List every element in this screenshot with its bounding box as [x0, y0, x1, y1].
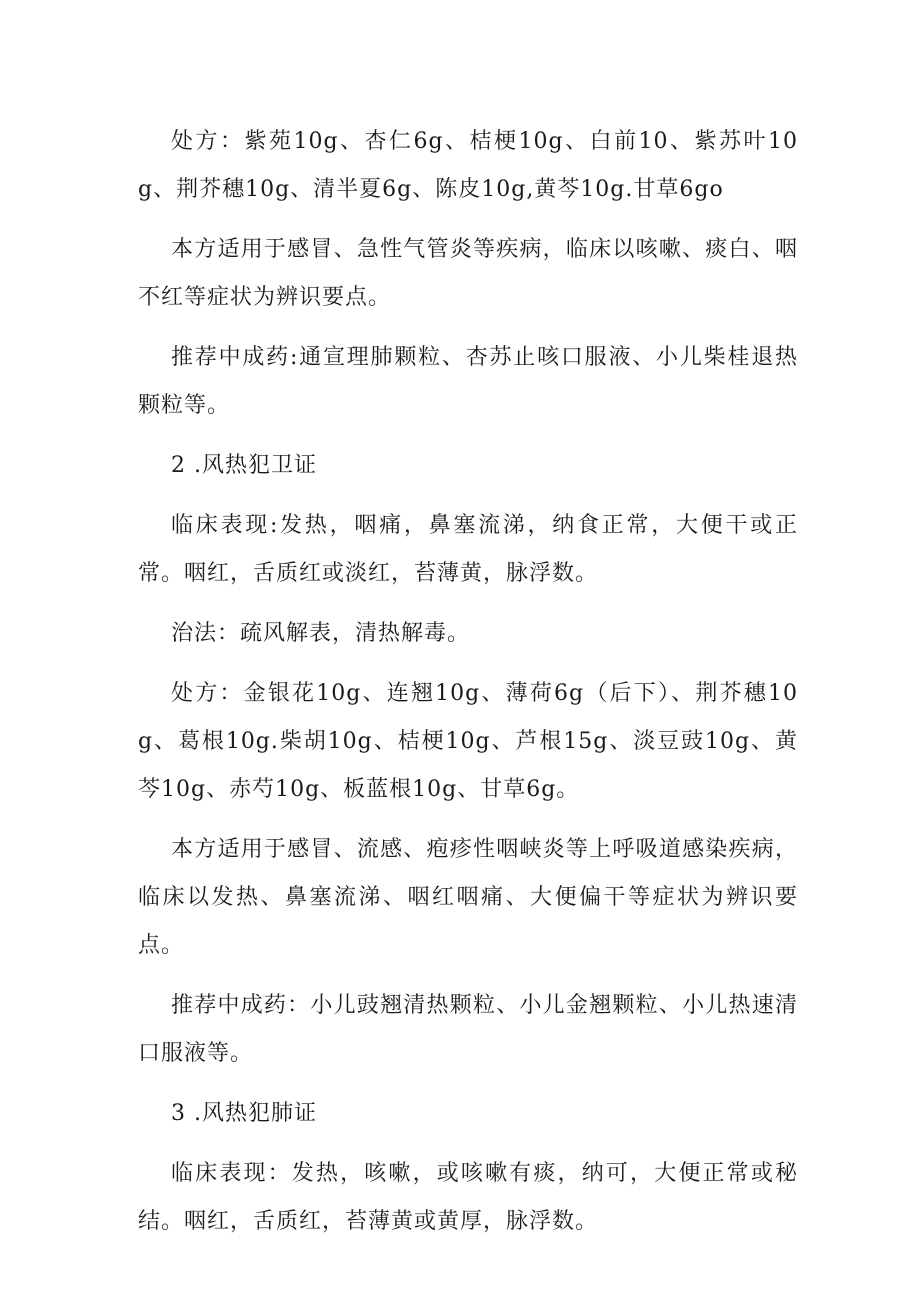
indication-paragraph-2: 本方适用于感冒、流感、疱疹性咽峡炎等上呼吸道感染疾病，临床以发热、鼻塞流涕、咽红咽痛、大便偏干等症状为辨识要点。: [138, 837, 798, 958]
document-body: [138, 118, 798, 1258]
treatment-method-paragraph: 治法：疏风解表，清热解毒。: [171, 621, 471, 646]
section-heading-wind-heat-wei: 2 .风热犯卫证: [171, 453, 317, 478]
prescription-paragraph-2: 处方：金银花10g、连翘10g、薄荷6g（后下）、荆芥穗10g、葛根10g.柴胡10g、桔梗10g、芦根15g、淡豆豉10g、黄芩10g、赤芍10g、板蓝根10g、甘草6g。: [138, 681, 798, 802]
recommended-medicine-paragraph-2: 推荐中成药：小儿豉翘清热颗粒、小儿金翘颗粒、小儿热速清口服液等。: [138, 993, 798, 1066]
clinical-manifestation-paragraph-1: 临床表现:发热，咽痛，鼻塞流涕，纳食正常，大便干或正常。咽红，舌质红或淡红，苔薄黄，脉浮数。: [138, 513, 798, 586]
section-heading-wind-heat-lung: 3 .风热犯肺证: [171, 1101, 317, 1126]
prescription-paragraph-1: 处方：紫苑10g、杏仁6g、桔梗10g、白前10、紫苏叶10g、荆芥穗10g、清半夏6g、陈皮10g,黄芩10g.甘草6go: [138, 129, 798, 202]
indication-paragraph-1: 本方适用于感冒、急性气管炎等疾病，临床以咳嗽、痰白、咽不红等症状为辨识要点。: [138, 237, 798, 310]
recommended-medicine-paragraph-1: 推荐中成药:通宣理肺颗粒、杏苏止咳口服液、小儿柴桂退热颗粒等。: [138, 345, 798, 418]
clinical-manifestation-paragraph-2: 临床表现：发热，咳嗽，或咳嗽有痰，纳可，大便正常或秘结。咽红，舌质红，苔薄黄或黄厚，脉浮数。: [138, 1161, 798, 1234]
